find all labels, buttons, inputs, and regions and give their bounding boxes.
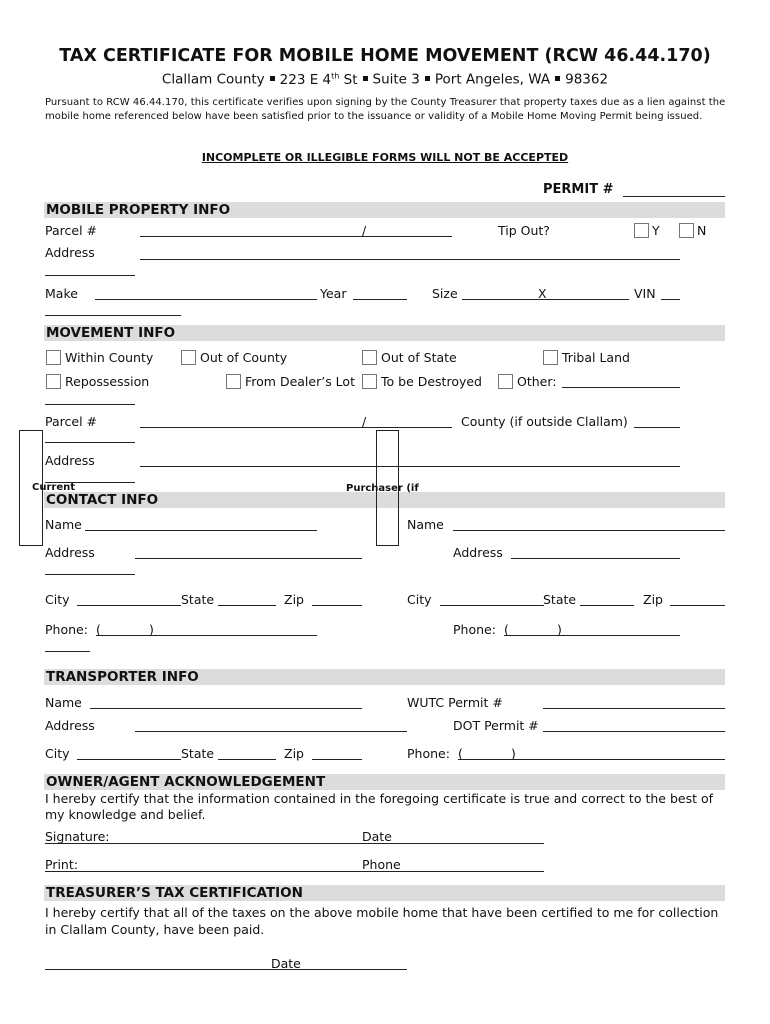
warning-notice: INCOMPLETE OR ILLEGIBLE FORMS WILL NOT BE ACCEPTED [201, 151, 569, 164]
transporter-city-field[interactable] [77, 759, 181, 760]
repossession-field-line2[interactable] [45, 404, 135, 405]
tip-out-no-checkbox[interactable] [679, 223, 694, 238]
section-title-contact: CONTACT INFO [46, 492, 159, 508]
print-field[interactable] [45, 871, 362, 872]
county-address-line [0, 71, 770, 88]
suite: Suite 3 [372, 71, 420, 88]
tip-out-no-label: N [697, 223, 707, 238]
parcel-number-field[interactable] [140, 236, 452, 237]
print-label: Print: [45, 857, 78, 872]
permit-number-field[interactable] [623, 196, 725, 197]
section-title-movement: MOVEMENT INFO [46, 325, 176, 341]
repossession-checkbox[interactable] [46, 374, 61, 389]
bullet-icon [363, 76, 368, 81]
signature-label: Signature: [45, 829, 110, 844]
other-label: Other: [517, 374, 557, 389]
year-field[interactable] [353, 299, 407, 300]
purchaser-address-field[interactable] [511, 558, 680, 559]
treasurer-date-label: Date [271, 956, 301, 971]
transporter-phone-field[interactable] [458, 759, 725, 760]
repossession-label: Repossession [65, 374, 150, 389]
owner-name-label: Name [45, 517, 82, 532]
permit-label: PERMIT # [543, 182, 614, 197]
owner-city-field[interactable] [77, 605, 181, 606]
from-dealer-checkbox[interactable] [226, 374, 241, 389]
transporter-phone-open-paren: ( [458, 746, 463, 761]
tip-out-yes-checkbox[interactable] [634, 223, 649, 238]
destination-parcel-slash: / [362, 414, 367, 429]
purchaser-name-label: Name [407, 517, 444, 532]
purchaser-phone-label: Phone: [453, 622, 496, 637]
purchaser-address-label: Address [453, 545, 503, 560]
destination-parcel-field[interactable] [140, 427, 452, 428]
owner-address-line2[interactable] [45, 574, 135, 575]
other-checkbox[interactable] [498, 374, 513, 389]
purchaser-label: Purchaser (if [346, 483, 419, 494]
signature-date-label: Date [362, 829, 392, 844]
to-be-destroyed-label: To be Destroyed [381, 374, 482, 389]
make-field-line2[interactable] [45, 315, 181, 316]
current-owner-label: Current [32, 482, 76, 493]
make-label: Make [45, 286, 78, 301]
property-address-field[interactable] [140, 259, 680, 260]
out-of-county-label: Out of County [200, 350, 288, 365]
acknowledgement-phone-field[interactable] [362, 871, 544, 872]
purchaser-state-label: State [543, 592, 577, 607]
transporter-address-label: Address [45, 718, 95, 733]
acknowledgement-text: I hereby certify that the information contained in the foregoing certificate is true and correct to the best of my knowledge and belief. [45, 791, 713, 822]
purchaser-city-label: City [407, 592, 432, 607]
transporter-name-label: Name [45, 695, 82, 710]
parcel-label: Parcel # [45, 223, 97, 238]
dot-permit-label: DOT Permit # [453, 718, 539, 733]
property-address-field-line2[interactable] [45, 275, 135, 276]
transporter-state-label: State [181, 746, 215, 761]
purchaser-zip-label: Zip [643, 592, 663, 607]
section-title-mobile-property: MOBILE PROPERTY INFO [46, 202, 231, 218]
form-title: TAX CERTIFICATE FOR MOBILE HOME MOVEMENT (RCW 46.44.170) [59, 46, 711, 66]
tribal-land-checkbox[interactable] [543, 350, 558, 365]
destination-parcel-line2[interactable] [45, 442, 135, 443]
owner-phone-open-paren: ( [96, 622, 101, 637]
owner-address-field[interactable] [135, 558, 362, 559]
acknowledgement-phone-label: Phone [362, 857, 401, 872]
owner-phone-close-paren: ) [149, 622, 154, 637]
size-label: Size [432, 286, 458, 301]
purchaser-city-field[interactable] [440, 605, 544, 606]
parcel-slash: / [362, 223, 367, 238]
transporter-zip-field[interactable] [312, 759, 362, 760]
tribal-land-label: Tribal Land [562, 350, 630, 365]
destination-address-field[interactable] [140, 466, 680, 467]
owner-phone-label: Phone: [45, 622, 88, 637]
owner-state-label: State [181, 592, 215, 607]
transporter-city-label: City [45, 746, 70, 761]
purchaser-zip-field[interactable] [670, 605, 725, 606]
vin-field[interactable] [661, 299, 680, 300]
owner-state-field[interactable] [218, 605, 276, 606]
treasurer-certification-text: I hereby certify that all of the taxes on the above mobile home that have been certified to me for collection in Clallam County, have been paid. [45, 905, 719, 937]
zip-code: 98362 [565, 71, 609, 88]
county-outside-label: County (if outside Clallam) [461, 414, 628, 429]
treasurer-signature-field[interactable] [45, 969, 407, 970]
wutc-permit-field[interactable] [543, 708, 725, 709]
purchaser-phone-close-paren: ) [557, 622, 562, 637]
dot-permit-field[interactable] [543, 731, 725, 732]
from-dealer-label: From Dealer’s Lot [245, 374, 355, 389]
county-name: Clallam County [161, 71, 265, 88]
vin-label: VIN [634, 286, 656, 301]
section-title-treasurer: TREASURER’S TAX CERTIFICATION [46, 885, 303, 901]
bullet-icon [555, 76, 560, 81]
make-field[interactable] [95, 299, 317, 300]
street-address: 223 E 4th St [279, 71, 358, 88]
within-county-checkbox[interactable] [46, 350, 61, 365]
size-x-label: X [538, 286, 547, 301]
other-field[interactable] [562, 387, 680, 388]
owner-phone-line2[interactable] [45, 651, 90, 652]
purchaser-name-field[interactable] [453, 530, 725, 531]
purchaser-state-field[interactable] [580, 605, 634, 606]
owner-zip-label: Zip [284, 592, 304, 607]
property-address-label: Address [45, 245, 95, 260]
out-of-county-checkbox[interactable] [181, 350, 196, 365]
within-county-label: Within County [65, 350, 154, 365]
to-be-destroyed-checkbox[interactable] [362, 374, 377, 389]
county-outside-field[interactable] [634, 427, 680, 428]
section-title-transporter: TRANSPORTER INFO [46, 669, 199, 685]
city-state: Port Angeles, WA [434, 71, 551, 88]
transporter-name-field[interactable] [90, 708, 362, 709]
tip-out-yes-label: Y [652, 223, 660, 238]
purchaser-phone-open-paren: ( [504, 622, 509, 637]
transporter-phone-close-paren: ) [511, 746, 516, 761]
wutc-permit-label: WUTC Permit # [407, 695, 503, 710]
owner-phone-field[interactable] [96, 635, 317, 636]
owner-city-label: City [45, 592, 70, 607]
tip-out-label: Tip Out? [498, 223, 550, 238]
owner-address-label: Address [45, 545, 95, 560]
purchaser-phone-field[interactable] [504, 635, 680, 636]
signature-field[interactable] [45, 843, 362, 844]
bullet-icon [425, 76, 430, 81]
signature-date-field[interactable] [362, 843, 544, 844]
transporter-zip-label: Zip [284, 746, 304, 761]
owner-zip-field[interactable] [312, 605, 362, 606]
bullet-icon [270, 76, 275, 81]
destination-address-label: Address [45, 453, 95, 468]
out-of-state-checkbox[interactable] [362, 350, 377, 365]
year-label: Year [320, 286, 347, 301]
intro-paragraph: Pursuant to RCW 46.44.170, this certificate verifies upon signing by the County Treasurer that property taxes due as a lien against the mobile home referenced below have been satisfied prior to the issuance or validity of a Mobile Home Moving Permit being issued. [45, 97, 726, 122]
destination-parcel-label: Parcel # [45, 414, 97, 429]
transporter-phone-label: Phone: [407, 746, 450, 761]
owner-name-field[interactable] [85, 530, 317, 531]
out-of-state-label: Out of State [381, 350, 457, 365]
section-title-acknowledgement: OWNER/AGENT ACKNOWLEDGEMENT [46, 774, 326, 790]
transporter-state-field[interactable] [218, 759, 276, 760]
transporter-address-field[interactable] [135, 731, 407, 732]
